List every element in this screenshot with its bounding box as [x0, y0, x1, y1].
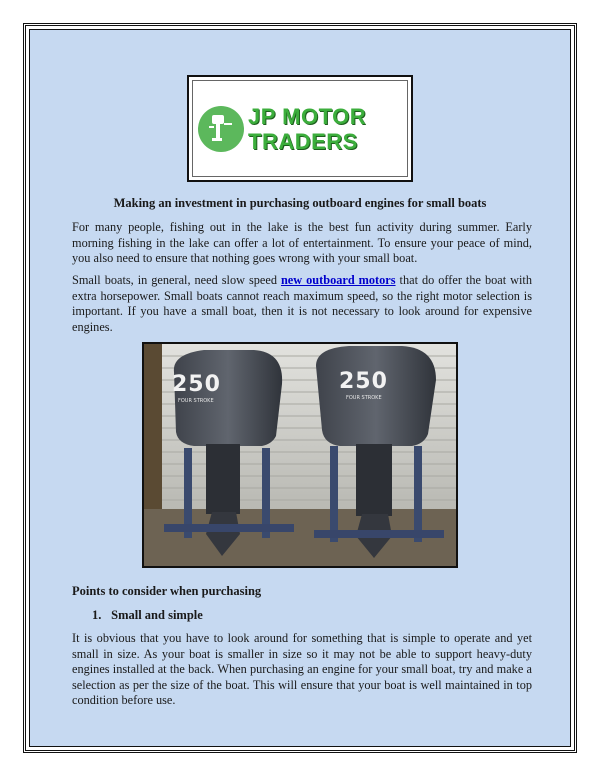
logo-frame	[187, 75, 413, 182]
paragraph-small-boats-text-2: that do offer the boat with extra horsepower. Small boats cannot reach maximum speed, so the right motor selection is important. If you have a small boat, then it is not necessary to look around for expensive engines.	[72, 273, 532, 334]
new-outboard-motors-link[interactable]: new outboard motors	[280, 273, 396, 287]
logo-text	[248, 104, 366, 154]
page-content-area	[29, 29, 571, 747]
logo	[192, 80, 408, 177]
outboard-engines-photo	[142, 342, 458, 568]
article-title: Making an investment in purchasing outboard engines for small boats	[113, 196, 487, 210]
page-border-outer	[23, 23, 577, 753]
logo-line-1: JP MOTOR	[248, 103, 367, 129]
paragraph-small-boats	[72, 273, 532, 335]
paragraph-small-boats-text-1: Small boats, in general, need slow speed	[72, 273, 281, 287]
right-engine-label: 250	[339, 369, 388, 394]
paragraph-small-and-simple: It is obvious that you have to look around for something that is simple to operate and yet small in size. As your boat is smaller in size so it may not be able to support heavy-duty engines installed at the back. When purchasing an engine for your small boat, try and make a selection as per the size of the boat. This will ensure that your boat is well maintained in top condition before use.	[72, 631, 532, 707]
paragraph-intro: For many people, fishing out in the lake is the best fun activity during summer. Early morning fishing in the lake can offer a lot of entertainment. To ensure your peace of mind, you also need to ensure that nothing goes wrong with your small boat.	[72, 220, 532, 265]
section-heading: Points to consider when purchasing	[72, 584, 262, 598]
logo-line-2: TRADERS	[248, 128, 358, 154]
list-item-number: 1.	[92, 608, 102, 622]
left-engine-sublabel: FOUR STROKE	[178, 398, 214, 404]
right-engine-sublabel: FOUR STROKE	[346, 395, 382, 401]
list-item	[92, 608, 203, 623]
left-engine-label: 250	[172, 372, 221, 397]
list-item-label: Small and simple	[111, 608, 203, 622]
outboard-motor-logo-icon	[198, 106, 244, 152]
